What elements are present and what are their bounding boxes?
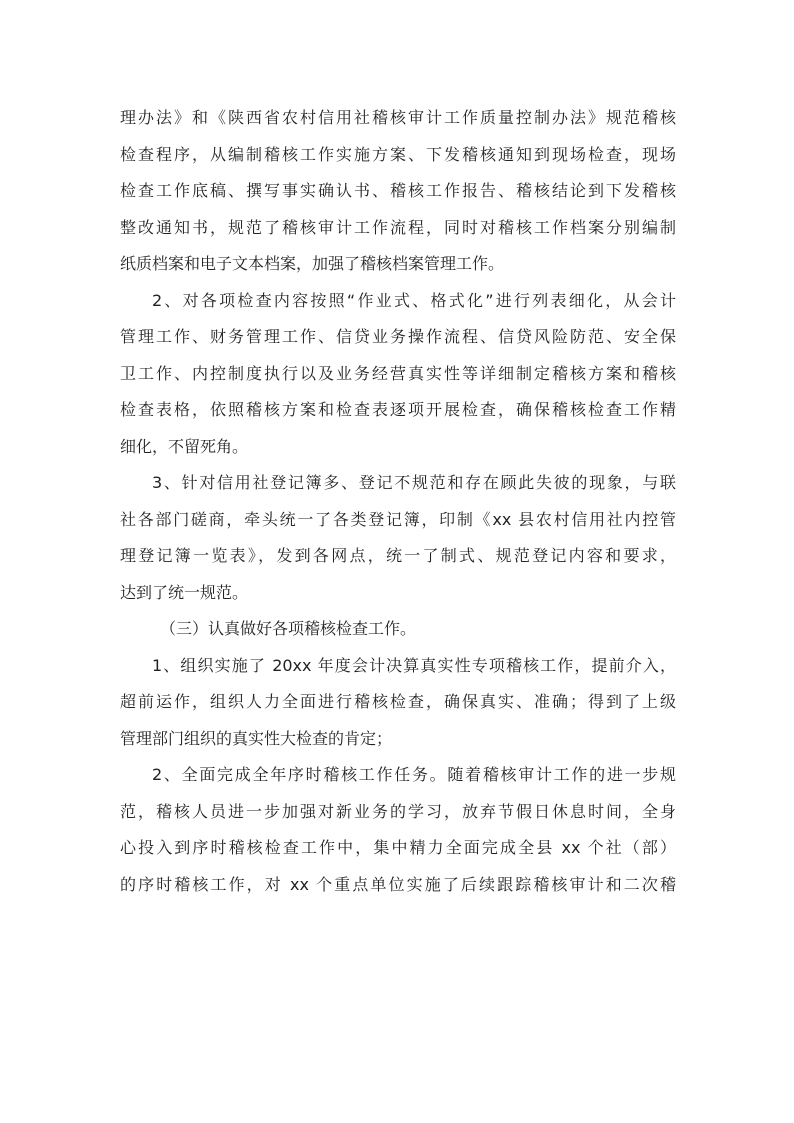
paragraph-start-line: 2、对各项检查内容按照“作业式、格式化”进行列表细化，从会计: [152, 290, 676, 310]
text-line: 纸质档案和电子文本档案，加强了稽核档案管理工作。: [120, 254, 505, 273]
text-line: 检查表格，依照稽核方案和检查表逐项开展检查，确保稽核检查工作精: [120, 400, 676, 419]
text-line: 达到了统一规范。: [120, 582, 249, 602]
text-line: 超前运作，组织人力全面进行稽核检查，确保真实、准确；得到了上级: [120, 692, 676, 711]
text-line: 管理工作、财务管理工作、信贷业务操作流程、信贷风险防范、安全保: [120, 327, 676, 346]
paragraph-start-line: 2、全面完成全年序时稽核工作任务。随着稽核审计工作的进一步规: [152, 765, 676, 784]
document-body: [120, 100, 676, 903]
text-line: 整改通知书，规范了稽核审计工作流程，同时对稽核工作档案分别编制: [120, 217, 676, 237]
paragraph-start-line: 3、针对信用社登记簿多、登记不规范和存在顾此失彼的现象，与联: [152, 473, 676, 492]
text-line: 的序时稽核工作，对 xx 个重点单位实施了后续跟踪稽核审计和二次稽: [120, 874, 676, 894]
text-line: 卫工作、内控制度执行以及业务经营真实性等详细制定稽核方案和稽核: [120, 363, 676, 383]
text-line: 检查程序，从编制稽核工作实施方案、下发稽核通知到现场检查，现场: [120, 144, 676, 164]
section-heading: （三）认真做好各项稽核检查工作。: [160, 619, 417, 638]
text-line: 理登记簿一览表》，发到各网点，统一了制式、规范登记内容和要求，: [120, 546, 676, 565]
text-line: 管理部门组织的真实性大检查的肯定；: [120, 728, 393, 748]
text-line: 检查工作底稿、撰写事实确认书、稽核工作报告、稽核结论到下发稽核: [120, 181, 676, 200]
text-line: 社各部门磋商，牵头统一了各类登记簿，印制《xx 县农村信用社内控管: [120, 509, 676, 529]
text-line: 范，稽核人员进一步加强对新业务的学习，放弃节假日休息时间，全身: [120, 801, 676, 821]
text-line: 细化，不留死角。: [120, 436, 249, 456]
text-line: 心投入到序时稽核检查工作中，集中精力全面完成全县 xx 个社（部）: [120, 838, 676, 857]
text-line: 理办法》和《陕西省农村信用社稽核审计工作质量控制办法》规范稽核: [120, 108, 676, 127]
paragraph-start-line: 1、组织实施了 20xx 年度会计决算真实性专项稽核工作，提前介入，: [152, 655, 676, 675]
